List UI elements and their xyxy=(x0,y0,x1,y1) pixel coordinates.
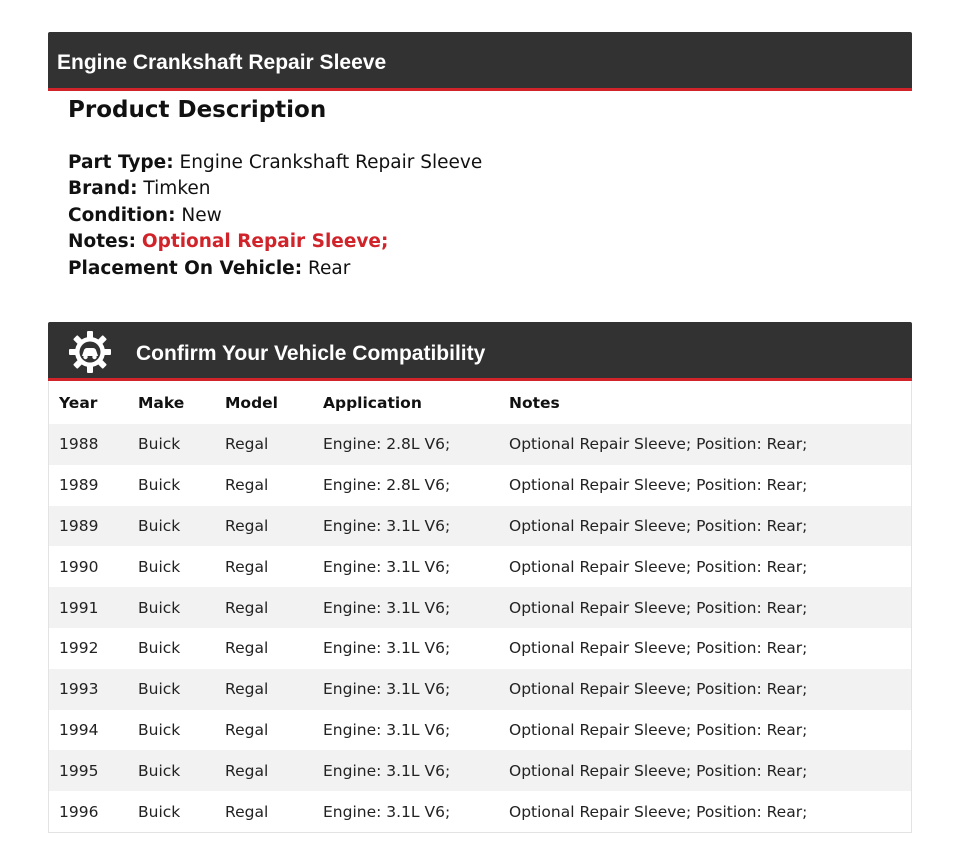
cell-model: Regal xyxy=(225,802,269,821)
cell-make: Buick xyxy=(138,680,181,699)
cell-model: Regal xyxy=(225,639,269,658)
table-row xyxy=(49,587,911,628)
cell-make: Buick xyxy=(138,598,181,617)
cell-application: Engine: 3.1L V6; xyxy=(323,802,451,821)
table-row xyxy=(49,424,911,465)
compatibility-banner xyxy=(48,322,912,381)
spec-condition xyxy=(68,203,482,229)
header-model: Model xyxy=(225,393,278,412)
cell-application: Engine: 3.1L V6; xyxy=(323,639,451,658)
cell-application: Engine: 2.8L V6; xyxy=(323,476,451,495)
cell-notes: Optional Repair Sleeve; Position: Rear; xyxy=(509,598,808,617)
cell-notes: Optional Repair Sleeve; Position: Rear; xyxy=(509,476,808,495)
header-notes: Notes xyxy=(509,393,560,412)
spec-value: Timken xyxy=(143,178,211,200)
cell-model: Regal xyxy=(225,761,269,780)
spec-label: Notes: xyxy=(68,231,136,253)
spec-value: Optional Repair Sleeve; xyxy=(141,231,389,253)
spec-value: Rear xyxy=(308,257,351,279)
cell-application: Engine: 3.1L V6; xyxy=(323,680,451,699)
spec-label: Part Type: xyxy=(68,152,174,173)
cell-model: Regal xyxy=(225,598,269,617)
table-row xyxy=(49,546,911,587)
cell-make: Buick xyxy=(138,557,181,576)
spec-value: Engine Crankshaft Repair Sleeve xyxy=(179,152,483,173)
cell-year: 1988 xyxy=(59,435,99,454)
cell-model: Regal xyxy=(225,516,269,535)
cell-notes: Optional Repair Sleeve; Position: Rear; xyxy=(509,802,808,821)
cell-application: Engine: 3.1L V6; xyxy=(323,598,451,617)
cell-make: Buick xyxy=(138,435,181,454)
cell-make: Buick xyxy=(138,639,181,658)
table-row xyxy=(49,791,911,832)
table-row xyxy=(49,750,911,791)
cell-year: 1994 xyxy=(59,720,99,739)
product-specs xyxy=(68,150,482,282)
cell-notes: Optional Repair Sleeve; Position: Rear; xyxy=(509,557,808,576)
spec-placement xyxy=(68,256,482,282)
cell-make: Buick xyxy=(138,516,181,535)
cell-year: 1989 xyxy=(59,476,99,495)
cell-notes: Optional Repair Sleeve; Position: Rear; xyxy=(509,516,808,535)
spec-value: New xyxy=(181,204,222,226)
cell-application: Engine: 3.1L V6; xyxy=(323,516,451,535)
product-title: Engine Crankshaft Repair Sleeve xyxy=(57,51,387,74)
cell-notes: Optional Repair Sleeve; Position: Rear; xyxy=(509,435,808,454)
cell-model: Regal xyxy=(225,435,269,454)
cell-application: Engine: 3.1L V6; xyxy=(323,557,451,576)
cell-notes: Optional Repair Sleeve; Position: Rear; xyxy=(509,720,808,739)
table-row xyxy=(49,628,911,669)
cell-year: 1989 xyxy=(59,516,99,535)
cell-year: 1990 xyxy=(59,557,99,576)
cell-application: Engine: 2.8L V6; xyxy=(323,435,451,454)
cell-application: Engine: 3.1L V6; xyxy=(323,720,451,739)
spec-label: Condition: xyxy=(68,204,176,226)
cell-year: 1995 xyxy=(59,761,99,780)
spec-notes xyxy=(68,229,482,255)
cell-model: Regal xyxy=(225,720,269,739)
cell-year: 1996 xyxy=(59,802,99,821)
cell-notes: Optional Repair Sleeve; Position: Rear; xyxy=(509,761,808,780)
table-header-row xyxy=(49,381,911,424)
cell-model: Regal xyxy=(225,557,269,576)
cell-model: Regal xyxy=(225,680,269,699)
table-row xyxy=(49,669,911,710)
spec-brand xyxy=(68,176,482,202)
spec-label: Placement On Vehicle: xyxy=(68,257,303,279)
table-row xyxy=(49,465,911,506)
cell-year: 1992 xyxy=(59,639,99,658)
cell-make: Buick xyxy=(138,802,181,821)
compatibility-title: Confirm Your Vehicle Compatibility xyxy=(136,342,486,365)
compatibility-table xyxy=(48,381,912,833)
header-application: Application xyxy=(323,393,422,412)
table-row xyxy=(49,506,911,547)
cell-notes: Optional Repair Sleeve; Position: Rear; xyxy=(509,680,808,699)
header-make: Make xyxy=(138,393,185,412)
gear-car-icon xyxy=(68,330,112,374)
spec-part-type xyxy=(68,150,482,176)
top-banner xyxy=(48,32,912,91)
cell-make: Buick xyxy=(138,476,181,495)
cell-notes: Optional Repair Sleeve; Position: Rear; xyxy=(509,639,808,658)
cell-year: 1993 xyxy=(59,680,99,699)
header-year: Year xyxy=(59,393,98,412)
cell-model: Regal xyxy=(225,476,269,495)
cell-year: 1991 xyxy=(59,598,99,617)
cell-make: Buick xyxy=(138,761,181,780)
cell-application: Engine: 3.1L V6; xyxy=(323,761,451,780)
table-row xyxy=(49,710,911,751)
cell-make: Buick xyxy=(138,720,181,739)
product-description-heading: Product Description xyxy=(68,97,327,123)
spec-label: Brand: xyxy=(68,178,138,200)
